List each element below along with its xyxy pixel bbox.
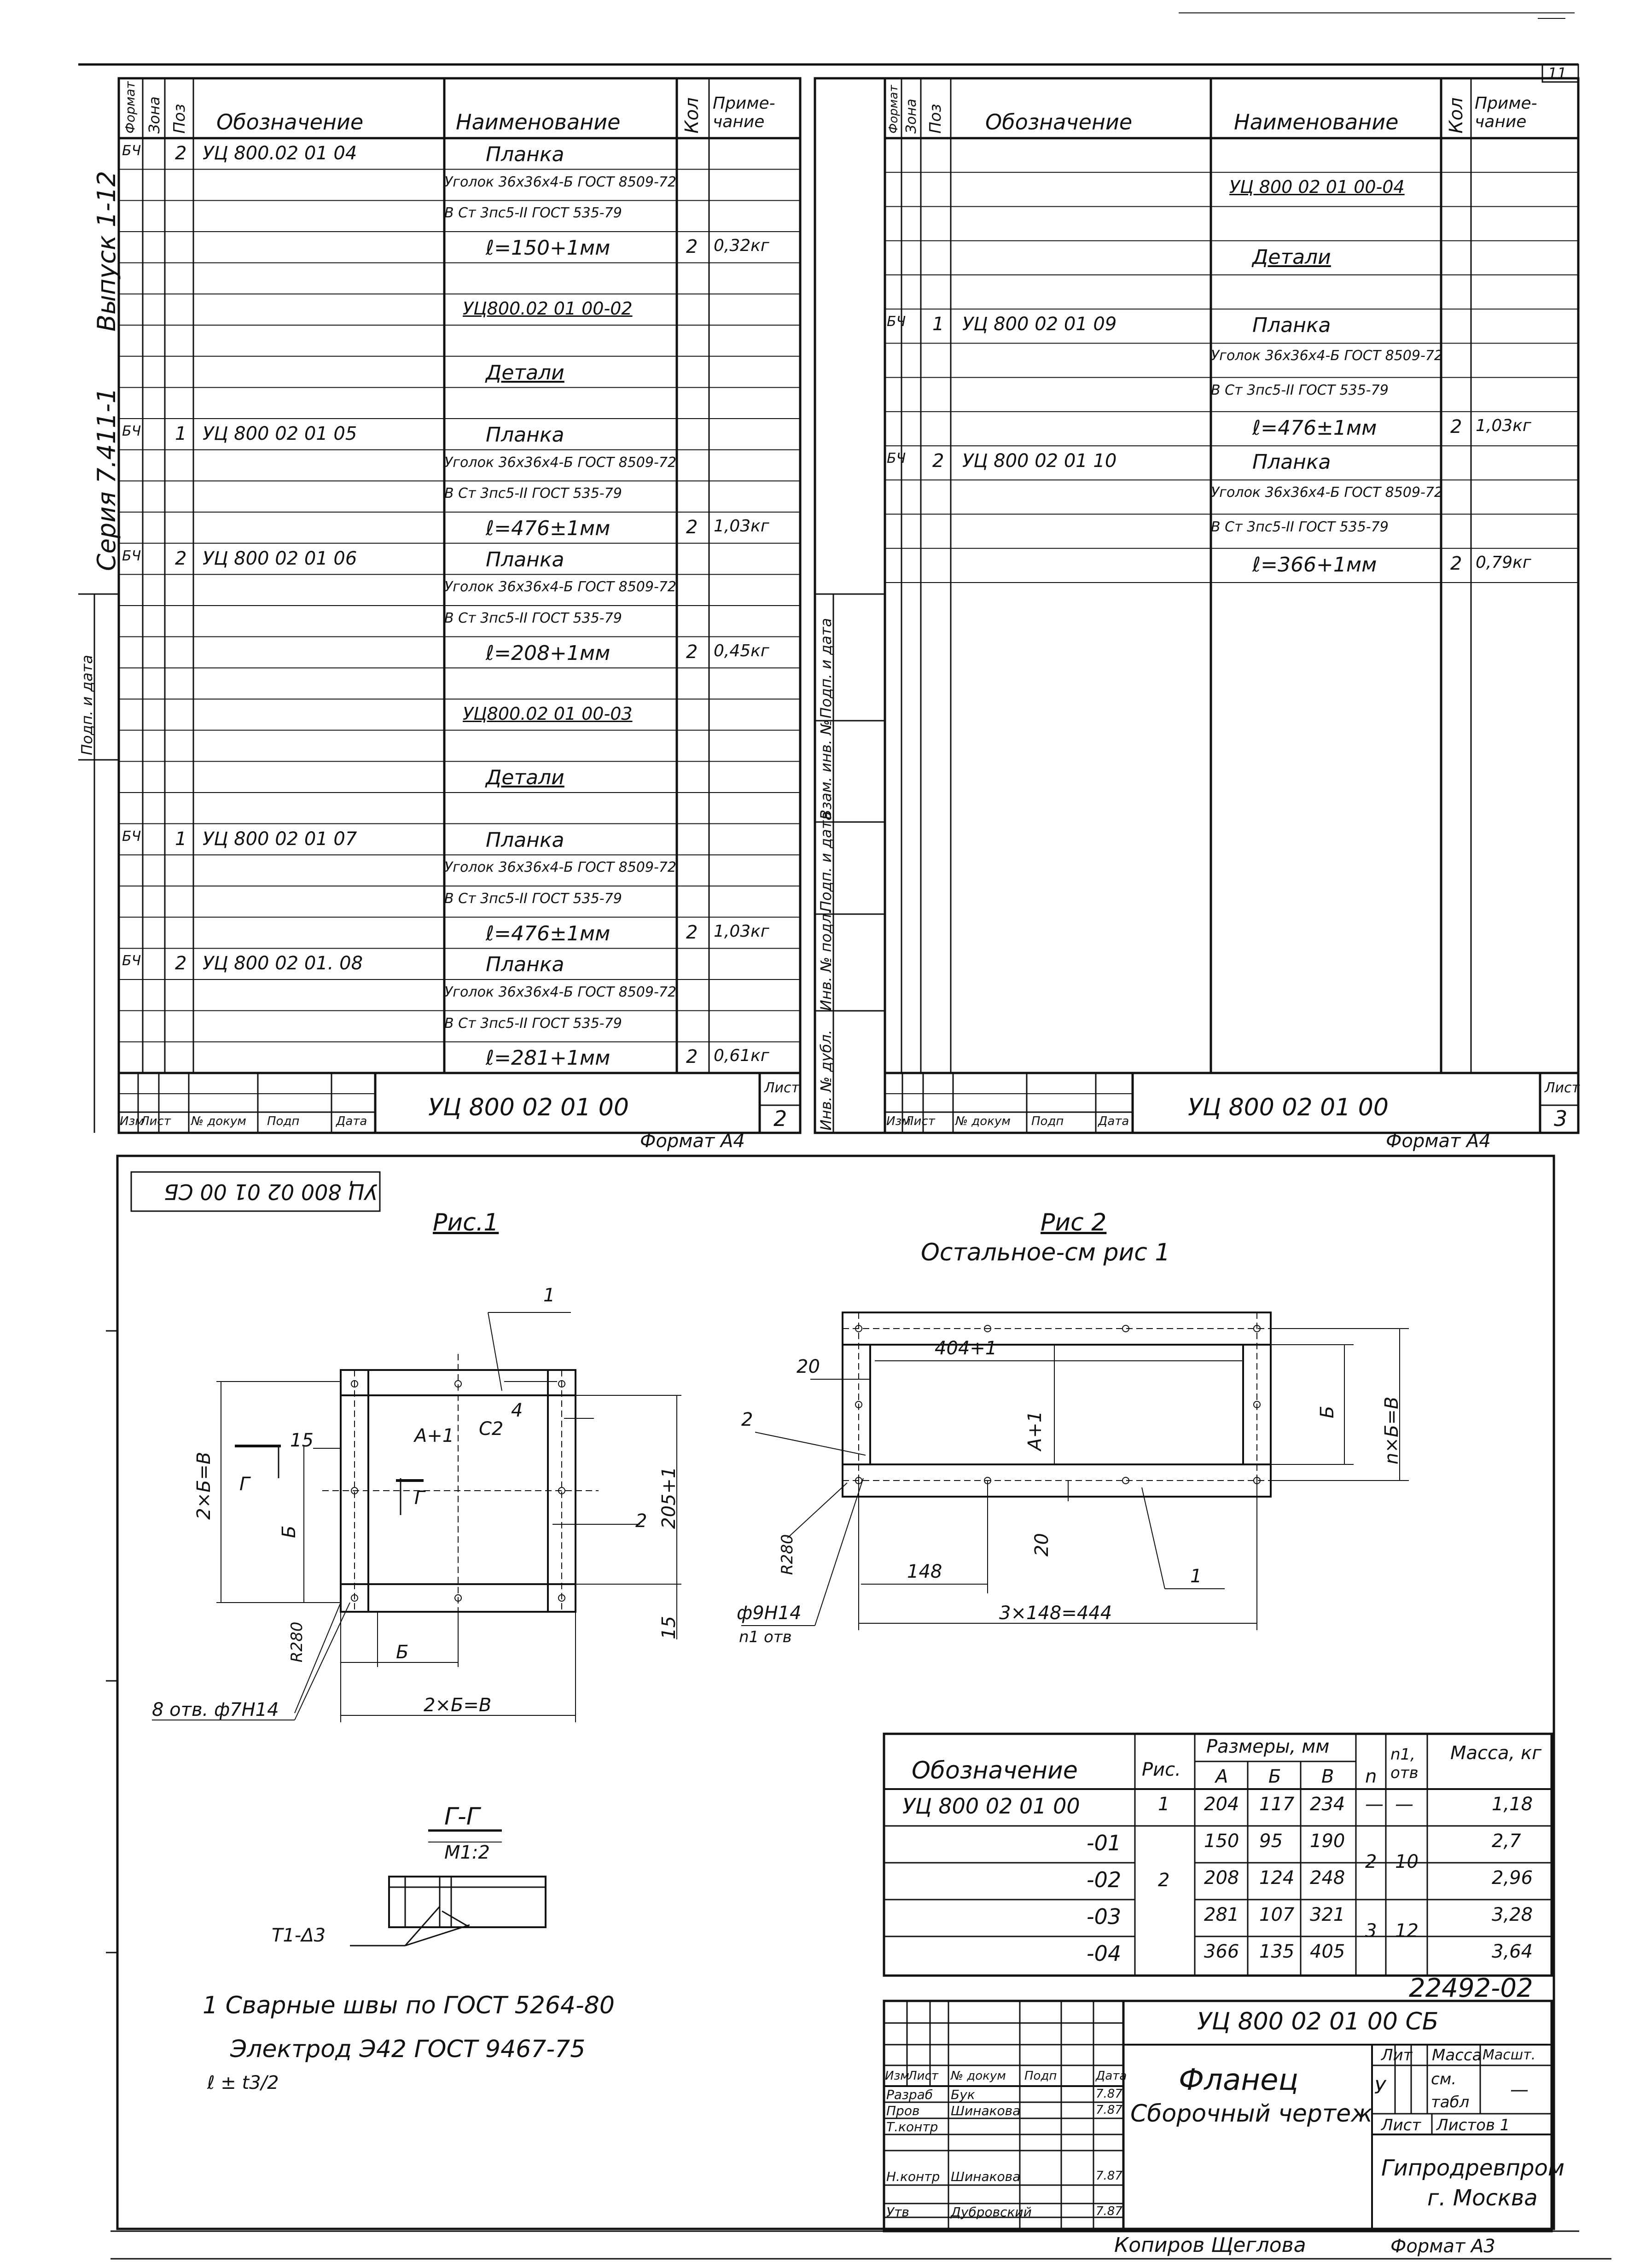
row-naimenovanie: В Ст 3пс5-II ГОСТ 535-79 <box>1211 382 1389 398</box>
hdr-prim-r: Приме-чание <box>1475 94 1537 131</box>
spec-row-n: — <box>1365 1794 1384 1815</box>
side-label-vzam: Взам. инв. № <box>817 719 835 820</box>
row-naimenovanie: В Ст 3пс5-II ГОСТ 535-79 <box>444 610 622 626</box>
side-label-inv2: Инв. № дубл. <box>817 1030 835 1131</box>
row-kol: 2 <box>686 1046 698 1068</box>
section-title: Г-Г <box>444 1803 480 1831</box>
stamp-sheet-no-r: 3 <box>1554 1106 1568 1131</box>
table-head-A: А <box>1215 1766 1228 1787</box>
fig1-title: Рис.1 <box>433 1209 499 1236</box>
row-oboznachenie: УЦ 800 02 01 05 <box>203 423 357 444</box>
row-oboznachenie: УЦ 800 02 01 10 <box>962 450 1117 472</box>
spec-row-A: 366 <box>1204 1941 1239 1962</box>
stamp-data-l: Дата <box>336 1114 367 1128</box>
row-naimenovanie: ℓ=476±1мм <box>1252 416 1377 440</box>
table-head-ris: Рис. <box>1142 1759 1181 1780</box>
spec-row-B: 124 <box>1259 1867 1295 1889</box>
stamp-role-podp: Подп <box>1024 2069 1057 2083</box>
fig2-label-2: 2 <box>741 1409 753 1430</box>
spec-row-n1: 12 <box>1395 1920 1419 1942</box>
stamp-dok-r: № докум <box>955 1114 1011 1128</box>
spec-row-A: 281 <box>1204 1904 1239 1925</box>
fig1-label-15: 15 <box>290 1430 314 1451</box>
row-naimenovanie: В Ст 3пс5-II ГОСТ 535-79 <box>444 1015 622 1032</box>
stamp-sheet-no-l: 2 <box>773 1106 787 1131</box>
stamp-izm-r: Изм <box>886 1114 911 1128</box>
spec-row-mass: 3,64 <box>1492 1941 1533 1962</box>
row-naimenovanie: В Ст 3пс5-II ГОСТ 535-79 <box>444 205 622 222</box>
fig2-label-20: 20 <box>797 1356 820 1377</box>
hdr-poz-l: Поз <box>170 104 189 134</box>
side-label-podp-right: Подп. и дата <box>817 618 835 718</box>
row-oboznachenie: УЦ 800 02 01 07 <box>203 828 357 850</box>
spec-row-B: 135 <box>1259 1941 1295 1962</box>
stamp-code-l: УЦ 800 02 01 00 <box>428 1094 629 1121</box>
row-naimenovanie: Уголок 36х36х4-Б ГОСТ 8509-72 <box>1211 484 1443 501</box>
spec-row-oboznachenie: -03 <box>1087 1904 1122 1929</box>
row-naimenovanie: ℓ=281+1мм <box>486 1046 611 1070</box>
format-r: Формат А4 <box>1386 1131 1491 1152</box>
row-naimenovanie: В Ст 3пс5-II ГОСТ 535-79 <box>1211 519 1389 535</box>
stamp-subname: Сборочный чертеж <box>1130 2100 1372 2128</box>
fig2-label-nB: n×Б=В <box>1381 1396 1402 1464</box>
row-kol: 2 <box>686 517 698 538</box>
fig2-label-n1: n1 отв <box>739 1628 792 1646</box>
hdr-kol-r: Кол <box>1446 97 1467 134</box>
stamp-masht-val: — <box>1510 2079 1529 2100</box>
fig1-label-1: 1 <box>543 1285 555 1306</box>
format-l: Формат А4 <box>640 1131 745 1152</box>
fig1-label-c2: С2 <box>479 1418 504 1440</box>
row-naimenovanie: УЦ 800 02 01 00-04 <box>1229 177 1405 198</box>
stamp-izm-l: Изм <box>120 1114 144 1128</box>
fig2-label-1: 1 <box>1190 1566 1202 1587</box>
row-format: БЧ <box>122 953 141 969</box>
row-poz: 1 <box>175 423 187 444</box>
stamp-person-name: Шинакова <box>951 2103 1021 2118</box>
spec-row-V: 234 <box>1310 1794 1345 1815</box>
fig1-label-holes: 8 отв. ф7Н14 <box>152 1699 279 1720</box>
fig1-label-2xBbot: 2×Б=В <box>424 1695 492 1716</box>
stamp-person-role: Пров <box>886 2103 920 2118</box>
fig2-label-404: 404+1 <box>935 1338 997 1359</box>
row-primechanie: 0,79кг <box>1476 553 1531 572</box>
spec-row-n: 2 <box>1365 1851 1377 1872</box>
row-naimenovanie: Уголок 36х36х4-Б ГОСТ 8509-72 <box>444 174 676 190</box>
stamp-lit: Лит <box>1381 2046 1413 2064</box>
spec-row-ris: 2 <box>1158 1870 1170 1891</box>
row-naimenovanie: Планка <box>486 548 564 571</box>
fig2-label-20b: 20 <box>1031 1533 1053 1557</box>
section-scale: М1:2 <box>444 1842 490 1863</box>
stamp-list-l: Лист <box>140 1114 171 1128</box>
row-poz: 2 <box>175 953 187 974</box>
spec-row-oboznachenie: -02 <box>1087 1867 1122 1892</box>
side-label-podp2: Подп. и дата <box>817 811 835 912</box>
row-naimenovanie: Планка <box>486 828 564 852</box>
vypusk-label: Выпуск 1-12 <box>92 171 121 332</box>
row-naimenovanie: ℓ=476±1мм <box>486 921 611 945</box>
row-oboznachenie: УЦ 800 02 01 09 <box>962 314 1117 335</box>
stamp-person-name: Бук <box>951 2087 975 2102</box>
hdr-kol-l: Кол <box>681 97 703 134</box>
fig1-label-G1: Г <box>239 1474 250 1495</box>
kopiroval: Копиров Щеглова <box>1114 2233 1306 2257</box>
stamp-listov: Листов 1 <box>1436 2116 1510 2134</box>
fig2-title: Рис 2 <box>1041 1209 1107 1236</box>
table-head-sizes: Размеры, мм <box>1206 1736 1330 1757</box>
fig2-label-148: 148 <box>907 1561 942 1582</box>
row-naimenovanie: ℓ=476±1мм <box>486 517 611 540</box>
spec-row-mass: 2,7 <box>1492 1831 1521 1852</box>
row-kol: 2 <box>686 641 698 663</box>
table-head-n: n <box>1365 1766 1377 1787</box>
format-a3: Формат А3 <box>1390 2236 1495 2257</box>
row-poz: 2 <box>175 143 187 164</box>
row-poz: 1 <box>932 314 944 335</box>
spec-row-n1: 10 <box>1395 1851 1419 1872</box>
row-format: БЧ <box>122 548 141 564</box>
spec-row-V: 321 <box>1310 1904 1345 1925</box>
hdr-zona-r: Зона <box>903 99 919 134</box>
stamp-person-role: Разраб <box>886 2087 933 2102</box>
stamp-person-name: Дубровский <box>951 2204 1032 2220</box>
row-poz: 2 <box>175 548 187 569</box>
fig2-label-A: А+1 <box>1024 1411 1046 1451</box>
stamp-lit-val: У <box>1374 2077 1386 2098</box>
spec-row-n: 3 <box>1365 1920 1377 1942</box>
fig1-label-G2: Г <box>414 1487 425 1509</box>
stamp-masht: Масшт. <box>1483 2047 1536 2063</box>
spec-row-oboznachenie: -04 <box>1087 1941 1122 1966</box>
row-naimenovanie: Планка <box>486 143 564 166</box>
row-poz: 1 <box>175 828 187 850</box>
spec-row-A: 208 <box>1204 1867 1239 1889</box>
spec-row-V: 248 <box>1310 1867 1345 1889</box>
spec-row-n1: — <box>1395 1794 1413 1815</box>
fig2-subtitle: Остальное-см рис 1 <box>921 1239 1170 1266</box>
row-format: БЧ <box>122 423 141 439</box>
stamp-org1: Гипродревпром <box>1381 2155 1565 2181</box>
stamp-person-role: Т.контр <box>886 2119 938 2134</box>
row-naimenovanie: Планка <box>486 953 564 977</box>
row-naimenovanie: Уголок 36х36х4-Б ГОСТ 8509-72 <box>444 984 676 1000</box>
row-kol: 2 <box>686 236 698 257</box>
row-naimenovanie: УЦ800.02 01 00-02 <box>463 298 633 319</box>
row-primechanie: 1,03кг <box>1476 416 1531 435</box>
inv-no: 22492-02 <box>1409 1973 1533 2003</box>
row-format: БЧ <box>887 450 906 467</box>
stamp-mass-val: см. табл <box>1431 2070 1470 2111</box>
stamp-person-role: Утв <box>886 2204 909 2220</box>
stamp-code-r: УЦ 800 02 01 00 <box>1188 1094 1389 1121</box>
stamp-person-name: Шинакова <box>951 2169 1021 2184</box>
table-head-n1: n1, отв <box>1390 1745 1419 1782</box>
row-primechanie: 1,03кг <box>714 517 769 536</box>
hdr-naim-l: Наименование <box>456 110 621 134</box>
hdr-prim-l: Приме-чание <box>713 94 775 131</box>
fig2-label-B: Б <box>1317 1405 1338 1418</box>
spec-row-B: 117 <box>1259 1794 1295 1815</box>
row-naimenovanie: Уголок 36х36х4-Б ГОСТ 8509-72 <box>1211 348 1443 364</box>
row-primechanie: 0,45кг <box>714 641 769 660</box>
note-3: ℓ ± t3/2 <box>207 2072 279 2093</box>
fig1-label-B: Б <box>279 1525 300 1538</box>
hdr-poz-r: Поз <box>926 104 945 134</box>
spec-row-mass: 2,96 <box>1492 1867 1533 1889</box>
hdr-zona-l: Зона <box>145 96 163 134</box>
spec-row-V: 190 <box>1310 1831 1345 1852</box>
fig1-label-R280: R280 <box>288 1621 306 1662</box>
row-oboznachenie: УЦ 800 02 01 06 <box>203 548 357 569</box>
spec-row-ris: 1 <box>1158 1794 1170 1815</box>
fig1-label-A: А+1 <box>414 1425 454 1446</box>
row-format: БЧ <box>122 828 141 845</box>
stamp-person-date: 7.87 <box>1096 2204 1122 2218</box>
stamp-data-r: Дата <box>1098 1114 1129 1128</box>
row-naimenovanie: В Ст 3пс5-II ГОСТ 535-79 <box>444 485 622 502</box>
row-kol: 2 <box>1450 553 1462 574</box>
row-naimenovanie: Планка <box>1252 450 1331 474</box>
row-naimenovanie: Детали <box>1252 245 1331 269</box>
stamp-person-role: Н.контр <box>886 2169 940 2184</box>
row-naimenovanie: Уголок 36х36х4-Б ГОСТ 8509-72 <box>444 859 676 876</box>
spec-row-V: 405 <box>1310 1941 1345 1962</box>
row-naimenovanie: ℓ=366+1мм <box>1252 553 1377 577</box>
row-naimenovanie: Планка <box>486 423 564 447</box>
stamp-person-date: 7.87 <box>1096 2087 1122 2101</box>
stamp-list: Лист <box>1381 2116 1421 2134</box>
seriya-label: Серия 7.411-1 <box>92 387 121 571</box>
stamp-podp-l: Подп <box>267 1114 300 1128</box>
stamp-role-data: Дата <box>1096 2069 1127 2083</box>
fig2-label-holes: ф9Н14 <box>737 1603 802 1624</box>
stamp-code: УЦ 800 02 01 00 СБ <box>1197 2008 1439 2035</box>
spec-row-mass: 1,18 <box>1492 1794 1533 1815</box>
row-naimenovanie: Детали <box>486 361 564 385</box>
stamp-name: Фланец <box>1179 2063 1298 2097</box>
row-naimenovanie: Планка <box>1252 314 1331 338</box>
note-2: Электрод Э42 ГОСТ 9467-75 <box>230 2035 586 2063</box>
row-naimenovanie: Уголок 36х36х4-Б ГОСТ 8509-72 <box>444 579 676 595</box>
fig2-label-444: 3×148=444 <box>999 1603 1112 1624</box>
row-naimenovanie: ℓ=150+1мм <box>486 236 611 260</box>
row-primechanie: 0,61кг <box>714 1046 769 1066</box>
table-head-obozn: Обозначение <box>912 1757 1078 1784</box>
table-head-B: Б <box>1268 1766 1281 1787</box>
stamp-role-dok: № докум <box>951 2069 1006 2083</box>
row-kol: 2 <box>1450 416 1462 437</box>
spec-row-B: 95 <box>1259 1831 1283 1852</box>
spec-row-mass: 3,28 <box>1492 1904 1533 1925</box>
rotated-code: УЦ 800 02 01 00 СБ <box>164 1179 378 1204</box>
stamp-org2: г. Москва <box>1427 2185 1538 2211</box>
row-primechanie: 1,03кг <box>714 921 769 941</box>
row-naimenovanie: Детали <box>486 766 564 790</box>
side-label-podp: Подп. и дата <box>78 655 96 755</box>
row-oboznachenie: УЦ 800.02 01 04 <box>203 143 357 164</box>
row-naimenovanie: Уголок 36х36х4-Б ГОСТ 8509-72 <box>444 454 676 471</box>
fig1-label-15b: 15 <box>658 1616 680 1639</box>
fig2-label-R280: R280 <box>778 1534 797 1575</box>
row-oboznachenie: УЦ 800 02 01. 08 <box>203 953 363 974</box>
stamp-person-date: 7.87 <box>1096 2103 1122 2117</box>
spec-row-oboznachenie: -01 <box>1087 1831 1122 1855</box>
spec-row-B: 107 <box>1259 1904 1295 1925</box>
row-kol: 2 <box>686 921 698 943</box>
spec-row-A: 150 <box>1204 1831 1239 1852</box>
fig1-label-2xB: 2×Б=В <box>193 1452 215 1520</box>
stamp-sheet-label-l: Лист <box>764 1080 800 1096</box>
stamp-dok-l: № докум <box>191 1114 246 1128</box>
hdr-obozn-l: Обозначение <box>216 110 364 134</box>
fig1-label-Bbot: Б <box>396 1642 409 1663</box>
fig1-label-205: 205+1 <box>658 1466 680 1529</box>
side-label-inv: Инв. № подл. <box>817 909 835 1011</box>
row-naimenovanie: В Ст 3пс5-II ГОСТ 535-79 <box>444 891 622 907</box>
row-naimenovanie: ℓ=208+1мм <box>486 641 611 665</box>
row-poz: 2 <box>932 450 944 472</box>
row-format: БЧ <box>887 314 906 330</box>
stamp-list-r: Лист <box>905 1114 935 1128</box>
stamp-role-list: Лист <box>908 2069 938 2083</box>
table-head-mass: Масса, кг <box>1450 1743 1542 1764</box>
spec-row-A: 204 <box>1204 1794 1239 1815</box>
hdr-obozn-r: Обозначение <box>985 110 1133 134</box>
stamp-podp-r: Подп <box>1031 1114 1064 1128</box>
stamp-role-izm: Изм <box>885 2069 909 2083</box>
page-number: 11 <box>1548 64 1567 82</box>
note-1: 1 Сварные швы по ГОСТ 5264-80 <box>203 1992 615 2019</box>
hdr-naim-r: Наименование <box>1234 110 1399 134</box>
stamp-massa: Масса <box>1432 2046 1482 2064</box>
row-format: БЧ <box>122 143 141 159</box>
section-weld: Т1-Δ3 <box>272 1925 326 1946</box>
fig1-label-2: 2 <box>635 1510 647 1532</box>
row-primechanie: 0,32кг <box>714 236 769 255</box>
spec-row-oboznachenie: УЦ 800 02 01 00 <box>902 1794 1080 1819</box>
stamp-person-date: 7.87 <box>1096 2169 1122 2183</box>
hdr-format-l: Формат <box>122 81 138 134</box>
fig1-label-4: 4 <box>511 1400 523 1421</box>
hdr-format-r: Формат <box>887 85 901 134</box>
stamp-sheet-label-r: Лист <box>1545 1080 1580 1096</box>
table-head-V: В <box>1321 1766 1334 1787</box>
row-naimenovanie: УЦ800.02 01 00-03 <box>463 704 633 724</box>
